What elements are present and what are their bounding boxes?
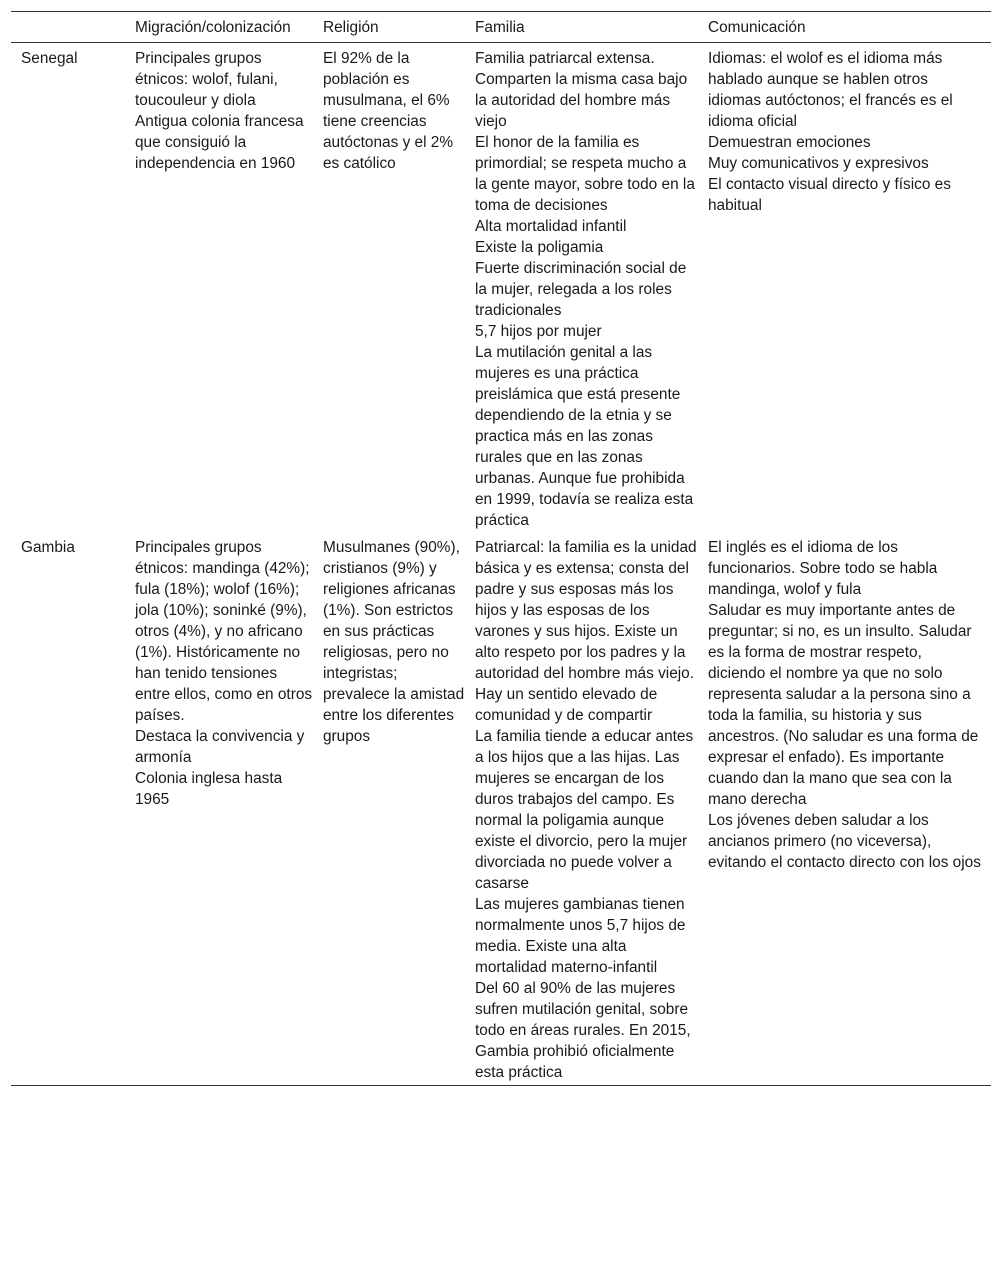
cell-line: Patriarcal: la familia es la unidad básica y es extensa; consta del padre y sus esposas más los hijos y las esposas de los varones y sus hijos. Existe un alto respeto por los padres y la autoridad del hombre más viejo. Hay un sentido elevado de comunidad y de compartir [475,539,697,724]
header-country [11,12,135,43]
country-cell: Gambia [21,539,75,556]
header-comunicacion: Comunicación [708,19,806,36]
cell-line: Saludar es muy importante antes de preguntar; si no, es un insulto. Saludar es la forma de mostrar respeto, diciendo el nombre ya que no solo representa saludar a la persona sino a toda la familia, su historia y sus ancestros. (No saludar es una forma de expresar el enfado). Es importante cuando dan la mano que sea con la mano derecha [708,602,979,808]
country-cell: Senegal [21,50,78,67]
cell-line: El 92% de la población es musulmana, el 6% tiene creencias autóctonas y el 2% es católico [323,50,454,172]
religion-cell [323,43,475,533]
comunicacion-cell [708,43,991,533]
cell-line: Demuestran emociones [708,134,871,151]
cell-line: Destaca la convivencia y armonía [135,728,305,766]
culture-comparison-table [11,11,991,1086]
familia-cell [475,43,708,533]
header-religion: Religión [323,19,379,36]
cell-line: Fuerte discriminación social de la mujer, relegada a los roles tradicionales [475,260,687,319]
cell-line: El honor de la familia es primordial; se respeta mucho a la gente mayor, sobre todo en la toma de decisiones [475,134,695,214]
cell-line: Los jóvenes deben saludar a los ancianos primero (no viceversa), evitando el contacto directo con los ojos [708,812,981,871]
migracion-cell [135,532,323,1086]
cell-line: El contacto visual directo y físico es habitual [708,176,951,214]
comunicacion-cell [708,532,991,1086]
cell-line: Alta mortalidad infantil [475,218,627,235]
header-familia: Familia [475,19,525,36]
cell-line: Del 60 al 90% de las mujeres sufren mutilación genital, sobre todo en áreas rurales. En 2015, Gambia prohibió oficialmente esta práctica [475,980,691,1081]
table-row-gambia [11,532,991,1086]
cell-line: 5,7 hijos por mujer [475,323,602,340]
cell-line: La mutilación genital a las mujeres es una práctica preislámica que está presente dependiendo de la etnia y se practica más en las zonas rurales que en las zonas urbanas. Aunque fue prohibida en 1999, todavía se realiza esta práctica [475,344,694,529]
familia-cell [475,532,708,1086]
cell-line: Muy comunicativos y expresivos [708,155,929,172]
cell-line: La familia tiende a educar antes a los hijos que a las hijas. Las mujeres se encargan de los duros trabajos del campo. Es normal la poligamia aunque existe el divorcio, pero la mujer divorciada no puede volver a casarse [475,728,694,892]
cell-line: Idiomas: el wolof es el idioma más hablado aunque se hablen otros idiomas autóctonos; el francés es el idioma oficial [708,50,953,130]
table-header-row [11,12,991,43]
religion-cell [323,532,475,1086]
cell-line: El inglés es el idioma de los funcionarios. Sobre todo se habla mandinga, wolof y fula [708,539,938,598]
table-row-senegal [11,43,991,533]
cell-line: Existe la poligamia [475,239,604,256]
cell-line: Colonia inglesa hasta 1965 [135,770,283,808]
cell-line: Antigua colonia francesa que consiguió la independencia en 1960 [135,113,304,172]
cell-line: Principales grupos étnicos: mandinga (42%); fula (18%); wolof (16%); jola (10%); soninké (9%), otros (4%), y no africano (1%). Históricamente no han tenido tensiones entre ellos, como en otros países. [135,539,313,724]
cell-line: Las mujeres gambianas tienen normalmente unos 5,7 hijos de media. Existe una alta mortalidad materno-infantil [475,896,686,976]
migracion-cell [135,43,323,533]
header-migracion: Migración/colonización [135,19,291,36]
cell-line: Principales grupos étnicos: wolof, fulani, toucouleur y diola [135,50,278,109]
cell-line: Familia patriarcal extensa. Comparten la misma casa bajo la autoridad del hombre más viejo [475,50,688,130]
cell-line: Musulmanes (90%), cristianos (9%) y religiones africanas (1%). Son estrictos en sus prácticas religiosas, pero no integristas; prevalece la amistad entre los diferentes grupos [323,539,465,745]
comparison-table-container [11,11,981,1086]
